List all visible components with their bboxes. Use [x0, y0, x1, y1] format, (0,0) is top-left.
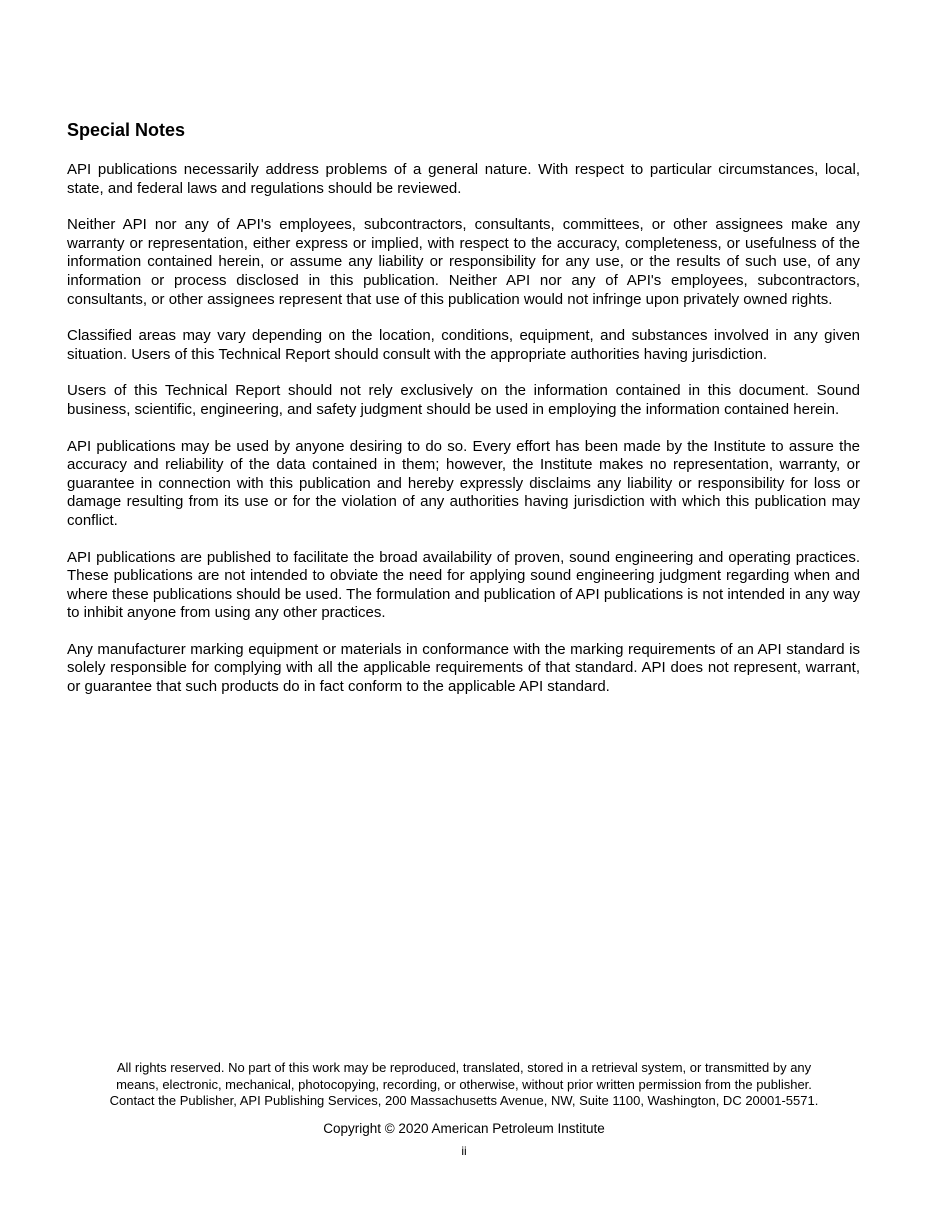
rights-line: All rights reserved. No part of this work may be reproduced, translated, stored in a retrieval system, or transmitted by any	[116, 1060, 812, 1075]
special-notes-section	[67, 118, 860, 715]
page-title: Special Notes	[67, 120, 186, 140]
page-number: ii	[461, 1143, 467, 1158]
paragraph-general-nature: API publications necessarily address problems of a general nature. With respect to particular circumstances, local, state, and federal laws and regulations should be reviewed.	[67, 161, 860, 197]
paragraph-reliance: Users of this Technical Report should not rely exclusively on the information contained in this document. Sound business, scientific, engineering, and safety judgment should be used in employing the information contained herein.	[67, 382, 860, 418]
paragraph-manufacturer-marking: Any manufacturer marking equipment or materials in conformance with the marking requirements of an API standard is solely responsible for complying with all the applicable requirements of that standard. API does not represent, warrant, or guarantee that such products do in fact conform to the applicable API standard.	[67, 640, 860, 696]
page-footer	[60, 1060, 868, 1158]
rights-line: Contact the Publisher, API Publishing Services, 200 Massachusetts Avenue, NW, Suite 1100, Washington, DC 20001-5571.	[109, 1093, 819, 1109]
copyright-notice: Copyright © 2020 American Petroleum Institute	[323, 1120, 605, 1136]
rights-notice	[60, 1060, 868, 1110]
paragraph-classified-areas: Classified areas may vary depending on the location, conditions, equipment, and substances involved in any given situation. Users of this Technical Report should consult with the appropriate authorities having jurisdiction.	[67, 327, 860, 363]
paragraph-practices: API publications are published to facilitate the broad availability of proven, sound engineering and operating practices. These publications are not intended to obviate the need for applying sound engineering judgment regarding when and where these publications should be used. The formulation and publication of API publications is not intended in any way to inhibit anyone from using any other practices.	[67, 548, 860, 622]
paragraph-usage-liability: API publications may be used by anyone desiring to do so. Every effort has been made by the Institute to assure the accuracy and reliability of the data contained in them; however, the Institute makes no representation, warranty, or guarantee in connection with this publication and hereby expressly disclaims any liability or responsibility for loss or damage resulting from its use or for the violation of any authorities having jurisdiction with which this publication may conflict.	[67, 437, 860, 529]
rights-line: means, electronic, mechanical, photocopying, recording, or otherwise, without prior written permission from the publisher.	[116, 1076, 812, 1092]
paragraph-warranty-disclaimer: Neither API nor any of API's employees, subcontractors, consultants, committees, or other assignees make any warranty or representation, either express or implied, with respect to the accuracy, completeness, or usefulness of the information contained herein, or assume any liability or responsibility for any use, or the results of such use, of any information or process disclosed in this publication. Neither API nor any of API's employees, subcontractors, consultants, or other assignees represent that use of this publication would not infringe upon privately owned rights.	[67, 216, 860, 308]
